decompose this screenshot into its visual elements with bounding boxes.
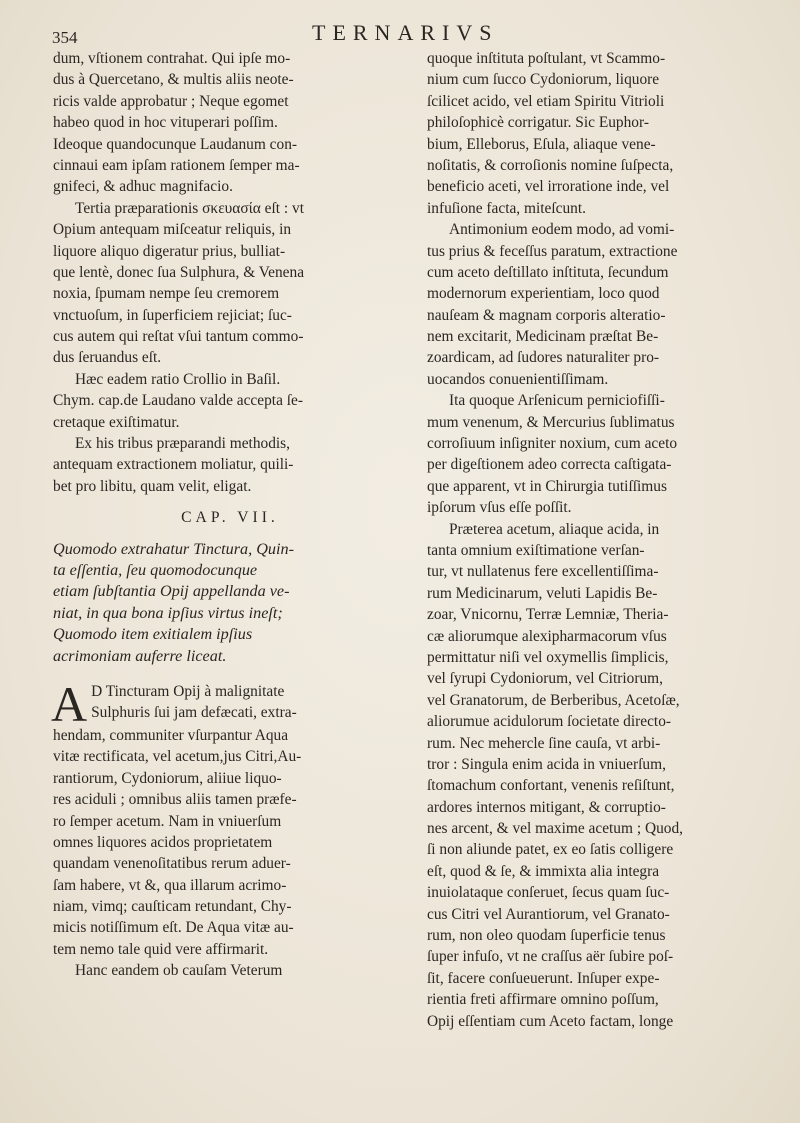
text-line: cus autem qui reſtat vſui tantum commo- xyxy=(53,328,304,346)
text-line: noſitatis, & corroſionis nomine ſuſpecta, xyxy=(427,156,674,174)
chapter-heading: CAP. VII. xyxy=(181,509,279,527)
text-line: ſcilicet acido, vel etiam Spiritu Vitrioli xyxy=(427,92,665,110)
paragraph-3 xyxy=(427,390,765,518)
text-line: permittatur niſi vel oxymellis ſimplicis, xyxy=(427,648,669,666)
paragraph-2 xyxy=(53,198,385,369)
text-line: aliorumue acidulorum ſocietate directo- xyxy=(427,713,672,731)
text-line: D Tincturam Opij à malignitate xyxy=(91,682,285,700)
left-column xyxy=(53,48,385,982)
chapter-title-line: ta eſſentia, ſeu quomodocunque xyxy=(53,560,258,579)
chapter-title-line: niat, in qua bona ipſius virtus ineſt; xyxy=(53,603,283,622)
text-line: ſtomachum confortant, venenis reſiſtunt, xyxy=(427,777,675,795)
text-line: beneficio aceti, vel irroratione inde, vel xyxy=(427,178,670,196)
text-line: nauſeam & magnam corporis alteratio- xyxy=(427,306,666,324)
chapter-title xyxy=(53,539,385,667)
text-line: nium cum ſucco Cydoniorum, liquore xyxy=(427,71,660,89)
text-line: dus ſeruandus eſt. xyxy=(53,349,162,367)
text-line: Ex his tribus præparandi methodis, xyxy=(75,435,291,453)
text-line: corroſiuum inſigniter noxium, cum aceto xyxy=(427,435,678,453)
text-line: rum Medicinarum, veluti Lapidis Be- xyxy=(427,584,658,602)
text-line: tur, vt nullatenus fere excellentiſſima- xyxy=(427,563,659,581)
text-line: nes arcent, & vel maxime acetum ; Quod, xyxy=(427,820,683,838)
text-line: cus Citri vel Aurantiorum, vel Granato- xyxy=(427,905,670,923)
text-line: cretaque exiſtimatur. xyxy=(53,413,180,431)
text-line: ſi non aliunde patet, ex eo ſatis colligere xyxy=(427,841,674,859)
text-line: modernorum experientiam, loco quod xyxy=(427,285,660,303)
text-line: rum. Nec mehercle ſine cauſa, vt arbi- xyxy=(427,734,661,752)
text-line: quoque inſtituta poſtulant, vt Scammo- xyxy=(427,50,666,67)
text-line: tem nemo tale quid vere affirmarit. xyxy=(53,940,269,958)
text-line: Ideoque quandocunque Laudanum con- xyxy=(53,135,298,153)
text-line: Hanc eandem ob cauſam Veterum xyxy=(75,962,283,980)
text-line: infuſione facta, miteſcunt. xyxy=(427,199,586,217)
text-line: Opij eſſentiam cum Aceto factam, longe xyxy=(427,1012,674,1030)
text-line: Ita quoque Arſenicum perniciofiſſi- xyxy=(449,392,665,410)
text-line: omnes liquores acidos proprietatem xyxy=(53,833,273,851)
text-line: philoſophicè corrigatur. Sic Euphor- xyxy=(427,114,649,132)
page-number: 354 xyxy=(52,28,78,47)
text-line: res aciduli ; omnibus aliis tamen præfe- xyxy=(53,791,297,809)
text-line: tanta omnium exiſtimatione verſan- xyxy=(427,541,645,559)
text-line: micis notiſſimum eſt. De Aqua vitæ au- xyxy=(53,919,294,937)
text-line: ſit, facere conſueuerunt. Inſuper expe- xyxy=(427,969,660,987)
chapter-title-line: Quomodo item exitialem ipſius xyxy=(53,625,253,644)
text-line: ſuper infuſo, vt ne craſſus aër ſubire poſ- xyxy=(427,948,674,966)
text-line: cum aceto deſtillato inſtituta, ſecundum xyxy=(427,263,669,281)
text-line: Hæc eadem ratio Crollio in Baſil. xyxy=(75,370,281,388)
text-line: bium, Elleborus, Eſula, aliaque vene- xyxy=(427,135,656,153)
text-line: ipſorum vſus eſſe poſſit. xyxy=(427,499,572,517)
text-line: vnctuoſum, in ſuperficiem rejiciat; ſuc- xyxy=(53,306,292,324)
text-line: tror : Singula enim acida in vniuerſum, xyxy=(427,755,666,773)
text-line: per digeſtionem adeo correcta caſtigata- xyxy=(427,456,672,474)
paragraph-5 xyxy=(51,675,385,960)
text-line: zoar, Vnicornu, Terræ Lemniæ, Theria- xyxy=(427,606,669,624)
text-line: Antimonium eodem modo, ad vomi- xyxy=(449,221,675,239)
running-head: TERNARIVS xyxy=(312,20,499,45)
chapter-title-line: acrimoniam auferre liceat. xyxy=(53,646,227,665)
paragraph-1 xyxy=(427,48,765,219)
text-line: mum venenum, & Mercurius ſublimatus xyxy=(427,413,675,431)
text-line: vel ſyrupi Cydoniorum, vel Citriorum, xyxy=(427,670,663,688)
text-line: inuiolataque conſeruet, ſecus quam ſuc- xyxy=(427,884,670,902)
text-line: ro ſemper acetum. Nam in vniuerſum xyxy=(53,812,282,830)
text-line: liquore aliquo digeratur prius, bulliat- xyxy=(53,242,286,260)
text-line: Sulphuris ſui jam defæcati, extra- xyxy=(91,704,297,722)
text-line: zoardicam, ad ſudores naturaliter pro- xyxy=(427,349,660,367)
paragraph-6 xyxy=(53,960,385,981)
chapter-title-line: Quomodo extrahatur Tinctura, Quin- xyxy=(53,539,295,558)
right-column xyxy=(427,48,765,1032)
text-line: que apparent, vt in Chirurgia tutiſſimus xyxy=(427,477,667,495)
text-line: dus à Quercetano, & multis aliis neote- xyxy=(53,71,294,89)
text-line: rientia freti affirmare omnino poſſum, xyxy=(427,991,659,1009)
text-line: noxia, ſpumam nempe ſeu cremorem xyxy=(53,285,280,303)
text-line: rantiorum, Cydoniorum, aliiue liquo- xyxy=(53,769,282,787)
text-line: antequam extractionem moliatur, quili- xyxy=(53,456,294,474)
text-line: Præterea acetum, aliaque acida, in xyxy=(449,520,660,538)
chapter-title-line: etiam ſubſtantia Opij appellanda ve- xyxy=(53,582,290,601)
paragraph-2 xyxy=(427,219,765,390)
text-line: ardores internos mitigant, & corruptio- xyxy=(427,798,666,816)
text-line: nem excitarit, Medicinam præſtat Be- xyxy=(427,328,659,346)
text-line: cinnaui eam ipſam rationem ſemper ma- xyxy=(53,156,300,174)
text-line: rum, non oleo quodam ſuperficie tenus xyxy=(427,927,666,945)
text-line: quandam venenoſitatibus rerum aduer- xyxy=(53,855,291,873)
page-header xyxy=(0,18,800,46)
paragraph-4 xyxy=(53,433,385,497)
text-line: dum, vſtionem contrahat. Qui ipſe mo- xyxy=(53,50,291,67)
paragraph-4 xyxy=(427,519,765,1032)
text-line: habeo quod in hoc vituperari poſſim. xyxy=(53,114,278,132)
text-line: vitæ rectificata, vel acetum,jus Citri,Au- xyxy=(53,748,302,766)
text-line: bet pro libitu, quam velit, eligat. xyxy=(53,477,252,495)
text-line: ricis valde approbatur ; Neque egomet xyxy=(53,92,289,110)
text-line: que lentè, donec ſua Sulphura, & Venena xyxy=(53,263,305,281)
text-line: hendam, communiter vſurpantur Aqua xyxy=(53,726,289,744)
text-line: Opium antequam miſceatur reliquis, in xyxy=(53,221,292,239)
text-line: ſam habere, vt &, qua illarum acrimo- xyxy=(53,876,287,894)
text-line: Chym. cap.de Laudano valde accepta ſe- xyxy=(53,392,303,410)
text-line: uocandos conuenientiſſimam. xyxy=(427,370,609,388)
text-line: eſt, quod & ſe, & immixta alia integra xyxy=(427,862,660,880)
text-line: vel Granatorum, de Berberibus, Acetoſæ, xyxy=(427,691,680,709)
paragraph-3 xyxy=(53,369,385,433)
text-line: niam, vimq; cauſticam retundant, Chy- xyxy=(53,898,292,916)
text-line: cæ aliorumque alexipharmacorum vſus xyxy=(427,627,667,645)
text-line: tus prius & feceſſus paratum, extractione xyxy=(427,242,678,260)
text-line: gnifeci, & adhuc magnifacio. xyxy=(53,178,233,196)
drop-cap: A xyxy=(51,675,88,732)
text-line: Tertia præparationis σκευασία eſt : vt xyxy=(75,199,305,217)
paragraph-1 xyxy=(53,48,385,198)
